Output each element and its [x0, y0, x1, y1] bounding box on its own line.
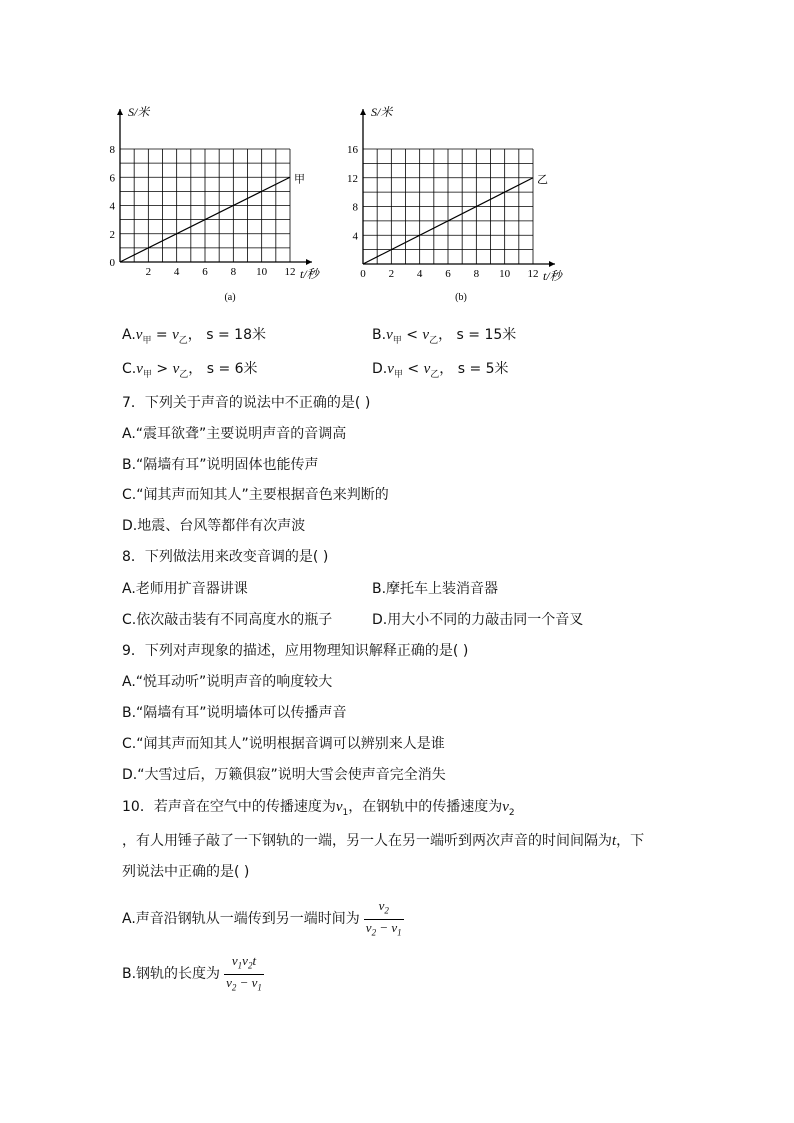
var-v: v: [172, 361, 180, 377]
var-v2: v: [242, 953, 248, 968]
chart-a-x-axis-label: t/秒: [300, 267, 319, 281]
var-v2: v: [502, 799, 509, 815]
chart-b-series-label: 乙: [537, 173, 548, 186]
option-text: A.声音沿钢轨从一端传到另一端时间为: [122, 911, 360, 928]
distance-text: s = 5米: [457, 361, 509, 377]
fraction: [364, 898, 404, 940]
chart-b-x-tick-label: 2: [388, 268, 395, 280]
option-letter: C.: [122, 361, 137, 377]
q8-option-b: B.摩托车上装消音器: [372, 581, 499, 597]
subscript: 甲: [142, 369, 152, 380]
q8-option-d: D.用大小不同的力敲击同一个音叉: [372, 612, 584, 628]
chart-a-x-tick-label: 8: [230, 266, 237, 278]
subscript: 甲: [142, 335, 152, 346]
q9-stem: 9．下列对声现象的描述，应用物理知识解释正确的是( ): [122, 643, 469, 659]
var-v: v: [422, 327, 430, 343]
q10-stem-line3: 列说法中正确的是( ): [122, 864, 250, 880]
var-v: v: [136, 361, 143, 377]
comma: ，: [439, 361, 454, 377]
q8-option-c: C.依次敲击装有不同高度水的瓶子: [122, 612, 333, 628]
var-t: t: [612, 833, 617, 849]
option-letter: A.: [122, 327, 136, 343]
q7-option-c: C.“闻其声而知其人”主要根据音色来判断的: [122, 487, 389, 503]
q7-option-b: B.“隔墙有耳”说明固体也能传声: [122, 457, 319, 473]
chart-a-y-arrow: [117, 109, 123, 115]
var-v2: v: [378, 898, 385, 913]
comma: ，: [188, 361, 203, 377]
q8-stem: 8．下列做法用来改变音调的是( ): [122, 549, 329, 565]
chart-a-y-tick-label: 8: [109, 144, 115, 156]
subscript: 乙: [429, 335, 439, 346]
q6-option-c: [122, 360, 258, 384]
distance-text: s = 18米: [206, 327, 266, 343]
var-t: t: [252, 953, 257, 968]
chart-a-y-axis-label: S/米: [128, 105, 150, 119]
chart-a-x-tick-label: 10: [256, 266, 268, 278]
var-v: v: [386, 327, 393, 343]
stem-text: 10．若声音在空气中的传播速度为: [122, 799, 336, 815]
chart-a-x-tick-label: 4: [173, 266, 180, 278]
subscript: 甲: [392, 335, 402, 346]
chart-b-x-tick-label: 0: [360, 268, 366, 280]
minus-sign: −: [236, 974, 252, 990]
q9-option-a: A.“悦耳动听”说明声音的响度较大: [122, 674, 333, 690]
subscript: 2: [384, 905, 389, 916]
var-v: v: [172, 327, 179, 343]
chart-b-caption: (b): [455, 292, 467, 303]
stem-text: ，在钢轨中的传播速度为: [348, 799, 503, 815]
subscript: 1: [342, 807, 349, 818]
q10-option-b: [122, 953, 264, 995]
minus-sign: −: [376, 919, 392, 935]
stem-text: ，下: [616, 833, 645, 849]
subscript: 2: [371, 927, 377, 938]
q6-option-b: [372, 326, 516, 350]
fraction: [224, 953, 264, 995]
subscript: 1: [237, 960, 243, 971]
q9-option-c: C.“闻其声而知其人”说明根据音调可以辨别来人是谁: [122, 736, 445, 752]
chart-a-series-label: 甲: [294, 173, 305, 186]
q6-option-d: [372, 360, 509, 384]
q10-stem-line2: [122, 832, 644, 850]
relation: >: [151, 361, 173, 377]
chart-b-y-axis-label: S/米: [371, 105, 393, 119]
chart-b-x-tick-label: 8: [473, 268, 480, 280]
subscript: 乙: [178, 335, 188, 346]
chart-b-x-axis-label: t/秒: [543, 269, 562, 283]
option-letter: B.: [372, 327, 387, 343]
chart-a-x-tick-label: 6: [202, 266, 208, 278]
option-text: B.钢轨的长度为: [122, 966, 221, 983]
var-v2: v: [226, 974, 232, 990]
chart-b-y-tick-label: 16: [347, 144, 358, 156]
var-v: v: [135, 327, 143, 343]
q7-stem: 7．下列关于声音的说法中不正确的是( ): [122, 395, 371, 411]
chart-b-x-tick-label: 6: [445, 268, 451, 280]
charts-area: [100, 100, 600, 315]
chart-b-x-tick-label: 4: [416, 268, 423, 280]
subscript: 甲: [393, 369, 403, 380]
chart-a-y-tick-label: 6: [109, 172, 115, 185]
chart-a-x-tick-label: 12: [284, 266, 296, 278]
subscript: 乙: [430, 369, 440, 380]
subscript: 2: [231, 982, 237, 993]
q9-option-b: B.“隔墙有耳”说明墙体可以传播声音: [122, 705, 347, 721]
q9-option-d: D.“大雪过后，万籁俱寂”说明大雪会使声音完全消失: [122, 767, 446, 783]
chart-b-x-tick-label: 12: [527, 268, 539, 280]
distance-text: s = 15米: [456, 327, 517, 343]
chart-a-y-tick-label: 4: [109, 200, 115, 213]
chart-a-x-arrow: [306, 259, 312, 265]
subscript: 1: [397, 927, 402, 938]
q8-option-a: A.老师用扩音器讲课: [122, 581, 248, 597]
var-v: v: [387, 361, 394, 377]
subscript: 乙: [179, 369, 189, 380]
q7-option-d: D.地震、台风等都伴有次声波: [122, 518, 306, 534]
comma: ，: [438, 327, 453, 343]
chart-b-x-arrow: [549, 261, 555, 267]
relation: =: [151, 327, 173, 343]
chart-a-caption: (a): [224, 292, 236, 303]
option-letter: D.: [372, 361, 388, 377]
chart-b-x-tick-label: 10: [499, 268, 511, 280]
q6-option-a: [122, 326, 266, 350]
chart-a-y-tick-label: 0: [109, 257, 115, 269]
stem-text: ，有人用锤子敲了一下钢轨的一端，另一人在另一端听到两次声音的时间间隔为: [122, 833, 612, 849]
comma: ，: [187, 327, 202, 343]
var-v1: v: [251, 974, 258, 990]
var-v1: v: [391, 919, 398, 935]
subscript: 1: [257, 982, 262, 993]
chart-b-y-tick-label: 8: [352, 201, 358, 214]
var-v1: v: [231, 953, 238, 968]
relation: <: [402, 361, 424, 377]
var-v2: v: [365, 919, 372, 935]
chart-b-y-tick-label: 12: [347, 172, 358, 185]
subscript: 2: [508, 807, 515, 818]
chart-b-y-arrow: [360, 109, 366, 115]
st-graphs-svg: [100, 100, 600, 315]
q10-stem-line1: [122, 798, 515, 822]
var-v1: v: [335, 799, 343, 815]
chart-a-y-tick-label: 2: [109, 228, 115, 241]
var-v: v: [423, 361, 431, 377]
q7-option-a: A.“震耳欲聋”主要说明声音的音调高: [122, 426, 347, 442]
subscript: 2: [247, 960, 253, 971]
relation: <: [401, 327, 423, 343]
chart-a-x-tick-label: 2: [145, 266, 152, 278]
distance-text: s = 6米: [206, 361, 258, 377]
chart-b-y-tick-label: 4: [352, 230, 358, 243]
q10-option-a: [122, 898, 404, 940]
